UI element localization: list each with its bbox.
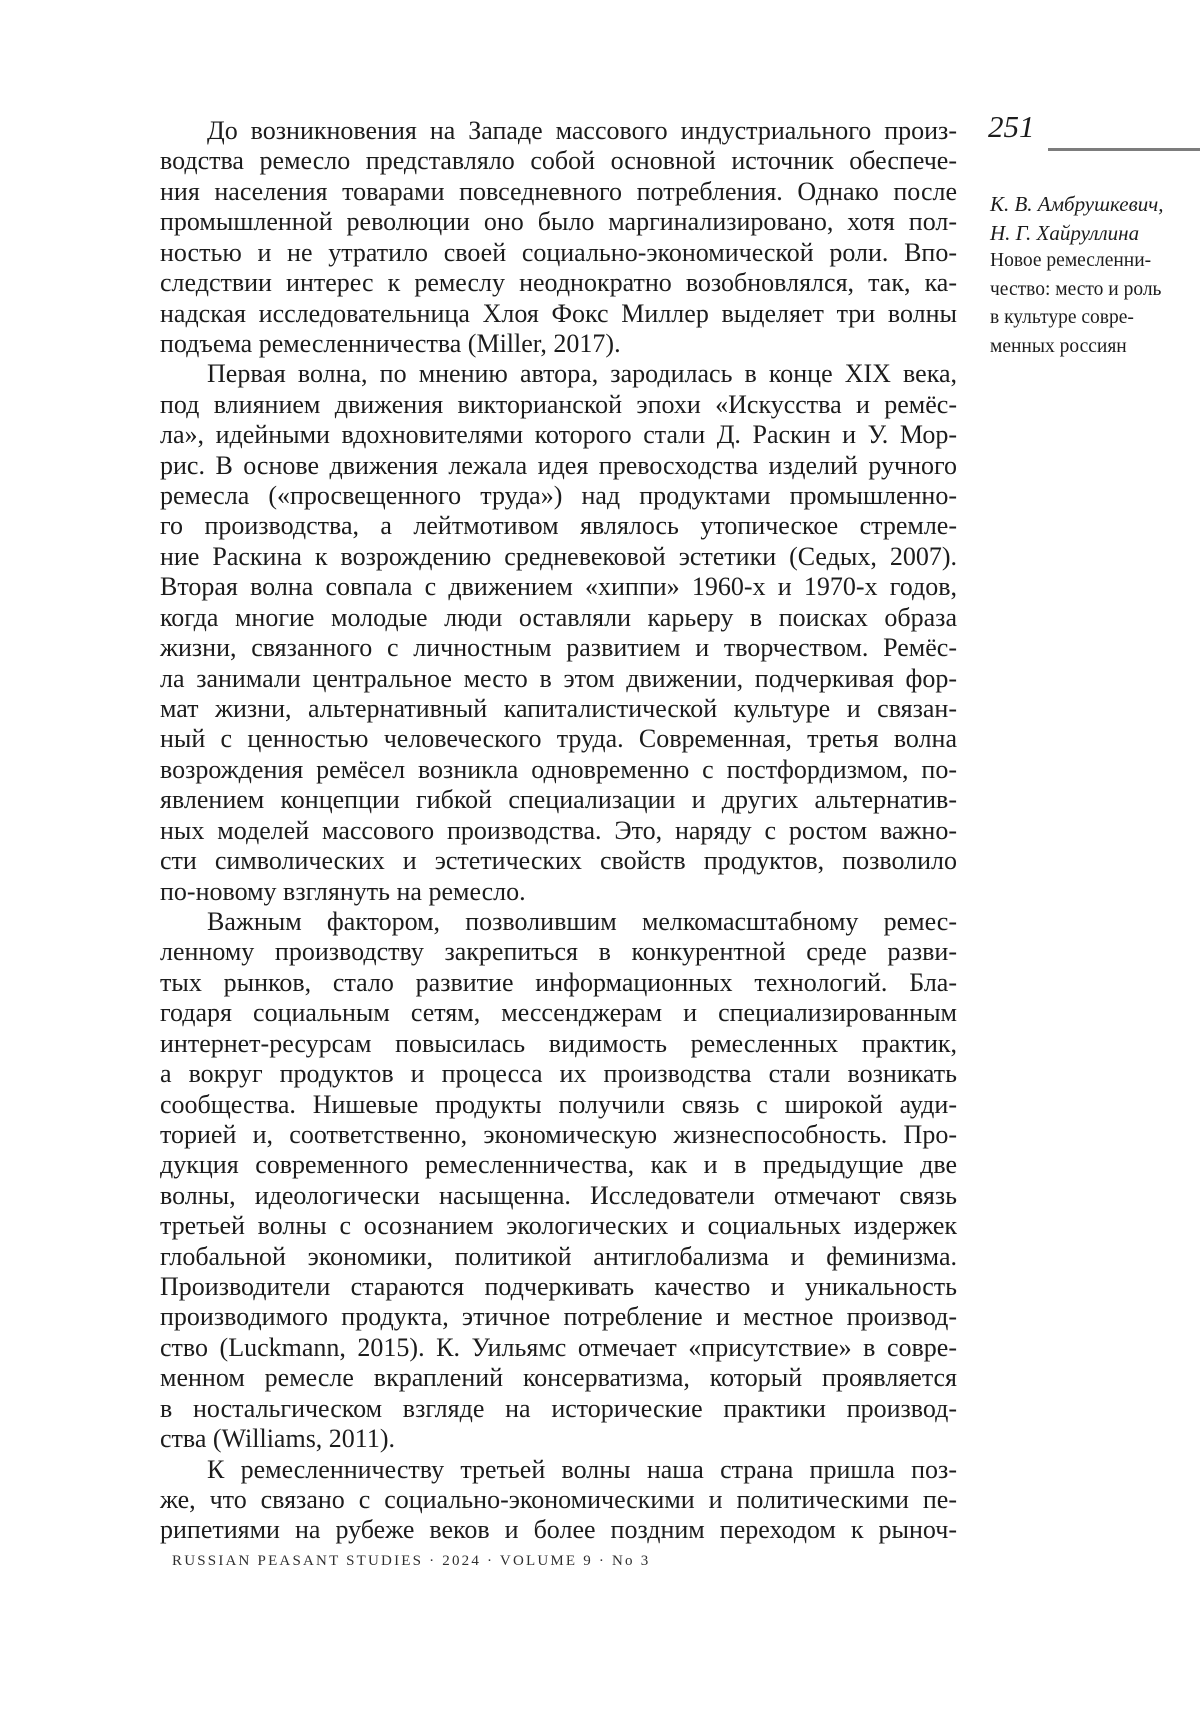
text-line: ния населения товарами повседневного потребления. Однако после bbox=[160, 176, 957, 206]
text-line: производимого продукта, этичное потребление и местное производ- bbox=[160, 1302, 957, 1332]
page-number: 251 bbox=[988, 109, 1035, 144]
text-line: возрождения ремёсел возникла одновременно с постфордизмом, по- bbox=[160, 754, 957, 784]
text-line: же, что связано с социально-экономическими и политическими пе- bbox=[160, 1484, 957, 1514]
text-line: под влиянием движения викторианской эпохи «Искусства и ремёс- bbox=[160, 389, 957, 419]
text-line: годаря социальным сетям, мессенджерам и специализированным bbox=[160, 998, 957, 1028]
paragraph bbox=[160, 116, 957, 359]
text-line: промышленной революции оно было маргинализировано, хотя пол- bbox=[160, 207, 957, 237]
margin-note bbox=[990, 190, 1190, 362]
text-line: водства ремесло представляло собой основной источник обеспече- bbox=[160, 146, 957, 176]
running-title-line: в культуре совре- bbox=[990, 307, 1134, 329]
text-line: ных моделей массового производства. Это, наряду с ростом важно- bbox=[160, 815, 957, 845]
text-line: интернет-ресурсам повысилась видимость ремесленных практик, bbox=[160, 1028, 957, 1058]
text-line: сообщества. Нишевые продукты получили связь с широкой ауди- bbox=[160, 1089, 957, 1119]
text-line: по-новому взглянуть на ремесло. bbox=[160, 876, 526, 906]
journal-footer: RUSSIAN PEASANT STUDIES · 2024 · VOLUME 9 · No 3 bbox=[172, 1553, 651, 1569]
text-line: го производства, а лейтмотивом являлось утопическое стремле- bbox=[160, 511, 957, 541]
text-line: тых рынков, стало развитие информационных технологий. Бла- bbox=[160, 967, 957, 997]
text-line: Вторая волна совпала с движением «хиппи» 1960-х и 1970-х годов, bbox=[160, 572, 957, 602]
text-line: ла занимали центральное место в этом движении, подчеркивая фор- bbox=[160, 663, 957, 693]
text-line: Производители стараются подчеркивать качество и уникальность bbox=[160, 1272, 957, 1302]
text-line: ла», идейными вдохновителями которого стали Д. Раскин и У. Мор- bbox=[160, 420, 957, 450]
text-line: рипетиями на рубеже веков и более поздним переходом к рыноч- bbox=[160, 1515, 957, 1545]
running-title-line: чество: место и роль bbox=[990, 278, 1162, 300]
text-line: подъема ремесленничества (Miller, 2017). bbox=[160, 328, 621, 358]
text-line: явлением концепции гибкой специализации и других альтернатив- bbox=[160, 785, 957, 815]
text-line: Первая волна, по мнению автора, зародилась в конце XIX века, bbox=[207, 359, 957, 389]
running-title-line: менных россиян bbox=[990, 335, 1127, 357]
paragraph bbox=[160, 907, 957, 1455]
text-line: дукция современного ремесленничества, как и в предыдущие две bbox=[160, 1150, 957, 1180]
text-line: ние Раскина к возрождению средневековой эстетики (Седых, 2007). bbox=[160, 541, 957, 571]
text-line: когда многие молодые люди оставляли карьеру в поисках образа bbox=[160, 602, 957, 632]
text-line: До возникновения на Западе массового индустриального произ- bbox=[207, 116, 957, 145]
text-line: третьей волны с осознанием экологических и социальных издержек bbox=[160, 1211, 957, 1241]
article-body bbox=[160, 116, 957, 1546]
text-line: ства (Williams, 2011). bbox=[160, 1424, 396, 1454]
text-line: сти символических и эстетических свойств продуктов, позволило bbox=[160, 846, 957, 876]
author-name: К. В. Амбрушкевич, bbox=[990, 192, 1164, 216]
text-line: ностью и не утратило своей социально-экономической роли. Впо- bbox=[160, 237, 957, 267]
text-line: менном ремесле вкраплений консерватизма, который проявляется bbox=[160, 1363, 957, 1393]
text-line: рис. В основе движения лежала идея превосходства изделий ручного bbox=[160, 450, 957, 480]
text-line: ство (Luckmann, 2015). К. Уильямс отмечает «присутствие» в совре- bbox=[160, 1332, 957, 1362]
text-line: а вокруг продуктов и процесса их производства стали возникать bbox=[160, 1059, 957, 1089]
text-line: К ремесленничеству третьей волны наша страна пришла поз- bbox=[207, 1454, 957, 1484]
paragraph bbox=[160, 1455, 957, 1546]
text-line: надская исследовательница Хлоя Фокс Миллер выделяет три волны bbox=[160, 298, 957, 328]
text-line: ремесла («просвещенного труда») над продуктами промышленно- bbox=[160, 481, 957, 511]
running-title-line: Новое ремесленни- bbox=[990, 250, 1152, 272]
author-name: Н. Г. Хайруллина bbox=[990, 220, 1140, 245]
text-line: ный с ценностью человеческого труда. Современная, третья волна bbox=[160, 724, 957, 754]
text-line: в ностальгическом взгляде на исторические практики производ- bbox=[160, 1393, 957, 1423]
text-line: торией и, соответственно, экономическую жизнеспособность. Про- bbox=[160, 1119, 957, 1149]
text-line: глобальной экономики, политикой антиглобализма и феминизма. bbox=[160, 1241, 957, 1271]
header-rule bbox=[1048, 148, 1200, 151]
text-line: следствии интерес к ремеслу неоднократно возобновлялся, так, ка- bbox=[160, 268, 957, 298]
text-line: жизни, связанного с личностным развитием и творчеством. Ремёс- bbox=[160, 633, 957, 663]
text-line: Важным фактором, позволившим мелкомасштабному ремес- bbox=[207, 906, 957, 936]
text-line: мат жизни, альтернативный капиталистической культуре и связан- bbox=[160, 694, 957, 724]
text-line: волны, идеологически насыщенна. Исследователи отмечают связь bbox=[160, 1180, 957, 1210]
paragraph bbox=[160, 359, 957, 907]
text-line: ленному производству закрепиться в конкурентной среде разви- bbox=[160, 937, 957, 967]
